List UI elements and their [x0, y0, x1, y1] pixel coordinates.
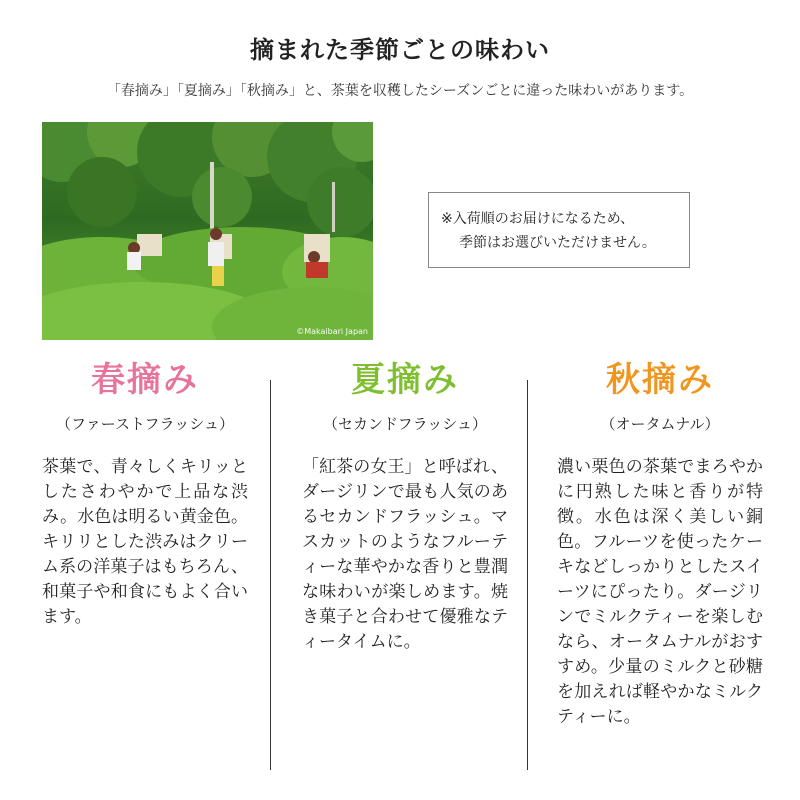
photo-credit: ©Makaibari Japan — [296, 327, 368, 336]
notice-box — [428, 192, 690, 268]
column-spring — [30, 355, 260, 630]
column-subtitle-autumn: （オータムナル） — [600, 415, 720, 433]
column-title-autumn: 秋摘み — [606, 360, 714, 400]
column-autumn — [545, 355, 775, 730]
column-body-spring: 茶葉で、青々しくキリッとしたさわやかで上品な渋み。水色は明るい黄金色。キリリとした渋みはクリーム系の洋菓子はもちろん、和菓子や和食にもよく合います。 — [42, 457, 248, 627]
column-title-spring: 春摘み — [91, 360, 199, 400]
notice-line-2: 季節はお選びいただけません。 — [459, 235, 656, 251]
column-subtitle-spring: （ファーストフラッシュ） — [56, 415, 234, 433]
page-title: 摘まれた季節ごとの味わい — [250, 36, 550, 64]
notice-line-1: ※入荷順のお届けになるため、 — [441, 211, 635, 227]
column-divider — [270, 380, 271, 770]
column-title-summer: 夏摘み — [351, 360, 459, 400]
column-summer — [290, 355, 520, 655]
intro-text: 「春摘み」「夏摘み」「秋摘み」と、茶葉を収穫したシーズンごとに違った味わいがあります。 — [106, 83, 694, 99]
column-subtitle-summer: （セカンドフラッシュ） — [323, 415, 487, 433]
tea-garden-photo — [42, 122, 373, 340]
column-body-autumn: 濃い栗色の茶葉でまろやかに円熟した味と香りが特徴。水色は深く美しい銅色。フルーツを使ったケーキなどしっかりとしたスイーツにぴったり。ダージリンでミルクティーを楽しむなら、オータムナルがおすすめ。少量のミルクと砂糖を加えれば軽やかなミルクティーに。 — [557, 457, 763, 727]
column-divider — [527, 380, 528, 770]
column-body-summer: 「紅茶の女王」と呼ばれ、ダージリンで最も人気のあるセカンドフラッシュ。マスカットのようなフルーティーな華やかな香りと豊潤な味わいが楽しめます。焼き菓子と合わせて優雅なティータイムに。 — [302, 457, 508, 652]
